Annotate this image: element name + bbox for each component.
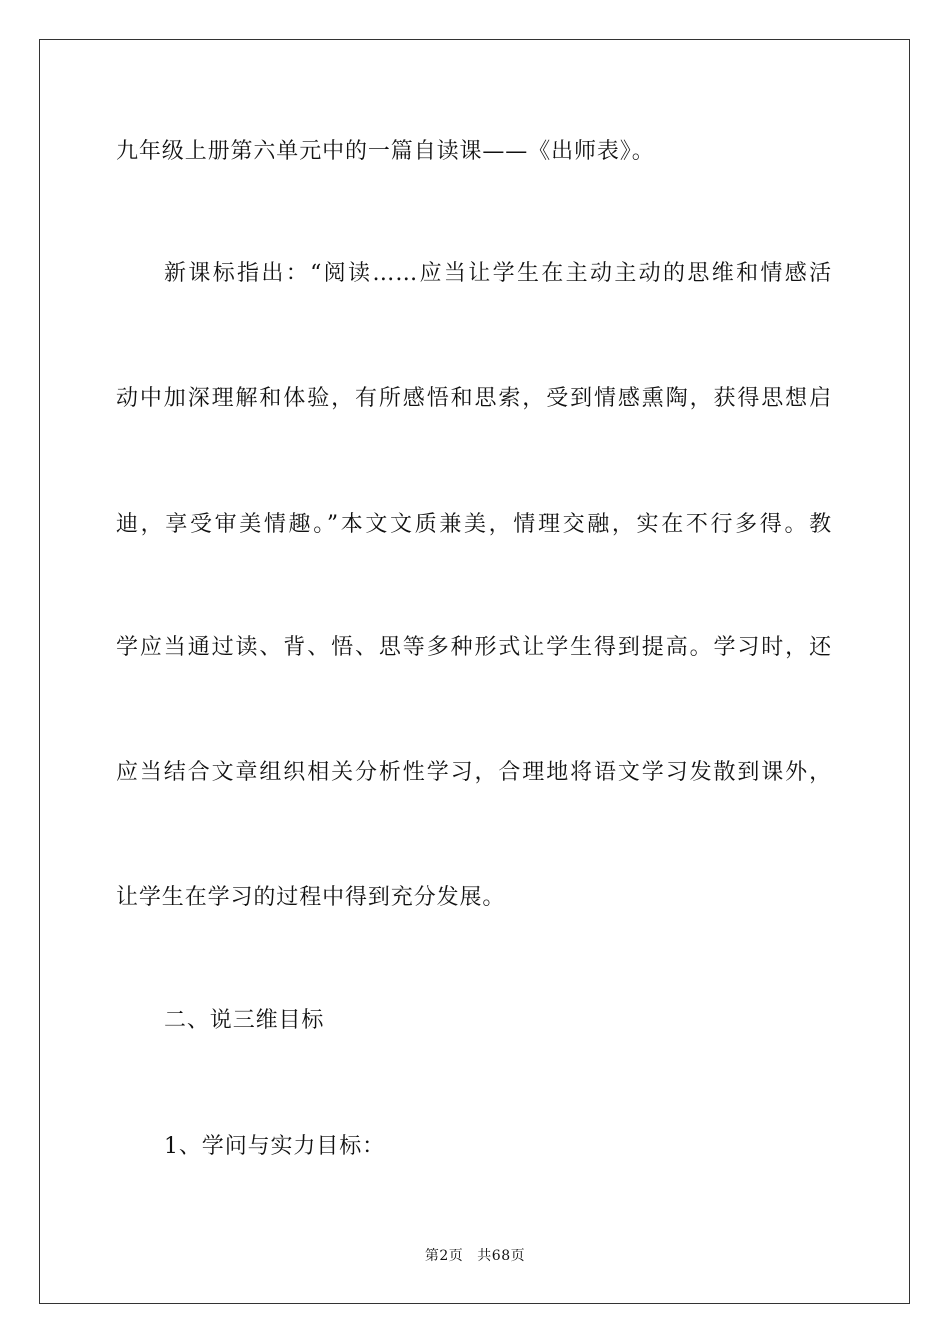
section-heading: 二、说三维目标 [164,1008,325,1033]
text-line-1: 九年级上册第六单元中的一篇自读课——《出师表》。 [116,139,655,164]
text-line-2: 新课标指出：“阅读……应当让学生在主动主动的思维和情感活 [164,261,832,286]
text-line-4: 迪，享受审美情趣。”本文文质兼美，情理交融，实在不行多得。教 [116,512,832,537]
page-footer [0,1247,950,1265]
text-line-7: 让学生在学习的过程中得到充分发展。 [116,885,506,910]
text-line-6: 应当结合文章组织相关分析性学习，合理地将语文学习发散到课外， [116,760,832,785]
text-line-3: 动中加深理解和体验，有所感悟和思索，受到情感熏陶，获得思想启 [116,386,832,411]
text-line-5: 学应当通过读、背、悟、思等多种形式让学生得到提高。学习时，还 [116,635,832,660]
page-number: 第2页 [424,1248,464,1264]
subsection-heading: 1、学问与实力目标： [164,1134,385,1159]
page-border [39,39,910,1304]
page-total: 共68页 [477,1248,526,1264]
